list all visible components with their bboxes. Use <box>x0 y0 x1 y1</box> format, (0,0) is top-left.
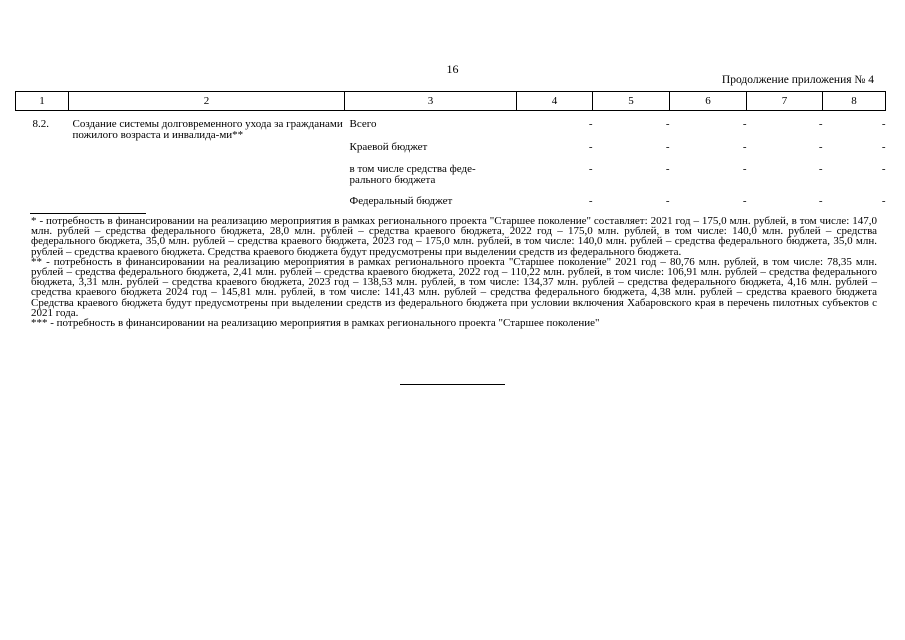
funding-source-label: в том числе средства феде-рального бюджета <box>349 163 476 186</box>
table-header-row <box>16 92 886 111</box>
value: - <box>818 163 823 175</box>
value: - <box>818 141 823 153</box>
value: - <box>742 141 747 153</box>
value: - <box>665 163 670 175</box>
funding-source-label: Всего <box>349 118 377 130</box>
value: - <box>588 118 593 130</box>
value-cell <box>517 111 593 208</box>
budget-table <box>15 91 886 207</box>
value: - <box>742 195 747 207</box>
funding-source-label: Краевой бюджет <box>349 141 428 153</box>
column-header: 3 <box>345 92 517 111</box>
value: - <box>665 118 670 130</box>
value: - <box>588 195 593 207</box>
value: - <box>588 141 593 153</box>
value: - <box>881 118 886 130</box>
column-header: 8 <box>823 92 886 111</box>
column-header: 2 <box>69 92 345 111</box>
value-cell <box>747 111 823 208</box>
end-divider <box>400 384 505 385</box>
value: - <box>742 118 747 130</box>
appendix-continuation-label: Продолжение приложения № 4 <box>721 74 874 86</box>
value: - <box>881 163 886 175</box>
value-cell <box>823 111 886 208</box>
value: - <box>742 163 747 175</box>
value: - <box>818 118 823 130</box>
footnote-single-star: * - потребность в финансировании на реализацию мероприятия в рамках регионального проекта "Старшее поколение" составляет: 2021 год – 175,0 млн. рублей, в том числе: 147,0 млн. рублей – средства федерального бюджета, 28,0 млн. рублей – средства краевого бюджета, 2022 год – 175,0 млн. рублей, в том числе: 140,0 млн. рублей – средства федерального бюджета, 35,0 млн. рублей – средства краевого бюджета, 2023 год – 175,0 млн. рублей, в том числе: 140,0 млн. рублей – средства федерального бюджета, 35,0 млн. рублей – средства краевого бюджета. Средства краевого бюджета будут предусмотрены при выделении средств из федерального бюджета. <box>31 215 877 258</box>
row-number: 8.2. <box>32 118 49 130</box>
value: - <box>665 141 670 153</box>
footnotes <box>31 216 877 328</box>
column-header: 5 <box>593 92 670 111</box>
column-header: 1 <box>16 92 69 111</box>
footnote-divider <box>30 213 146 214</box>
funding-source-label: Федеральный бюджет <box>349 195 453 207</box>
table-row <box>16 111 886 208</box>
value: - <box>665 195 670 207</box>
value-cell <box>593 111 670 208</box>
column-header: 6 <box>670 92 747 111</box>
column-header: 7 <box>747 92 823 111</box>
value-cell <box>670 111 747 208</box>
value: - <box>588 163 593 175</box>
page-number: 16 <box>446 62 459 76</box>
footnote-double-star: ** - потребность в финансировании на реализацию мероприятия в рамках регионального проекта "Старшее поколение" 2021 год – 80,76 млн. рублей, в том числе: 78,35 млн. рублей – средства федерального бюджета, 2,41 млн. рублей – средства краевого бюджета, 2022 год – 110,22 млн. рублей, в том числе: 106,91 млн. рублей – средства федерального бюджета, 3,31 млн. рублей – средства краевого бюджета, 2023 год – 138,53 млн. рублей, в том числе: 134,37 млн. рублей – средства федерального бюджета, 4,16 млн. рублей – средства краевого бюджета 2024 год – 145,81 млн. рублей, в том числе: 141,43 млн. рублей – средства федерального бюджета, 4,38 млн. рублей – средства краевого бюджета Средства краевого бюджета будут предусмотрены при выделении средств из федерального бюджета при условии включения Хабаровского края в перечень пилотных субъектов с 2021 года. <box>31 255 877 319</box>
funding-sources-cell <box>345 111 517 208</box>
footnote-triple-star: *** - потребность в финансировании на реализацию мероприятия в рамках регионального проекта "Старшее поколение" <box>31 317 600 330</box>
value: - <box>881 141 886 153</box>
row-name: Создание системы долговременного ухода за гражданами пожилого возраста и инвалида-ми** <box>72 118 343 141</box>
column-header: 4 <box>517 92 593 111</box>
value: - <box>881 195 886 207</box>
value: - <box>818 195 823 207</box>
